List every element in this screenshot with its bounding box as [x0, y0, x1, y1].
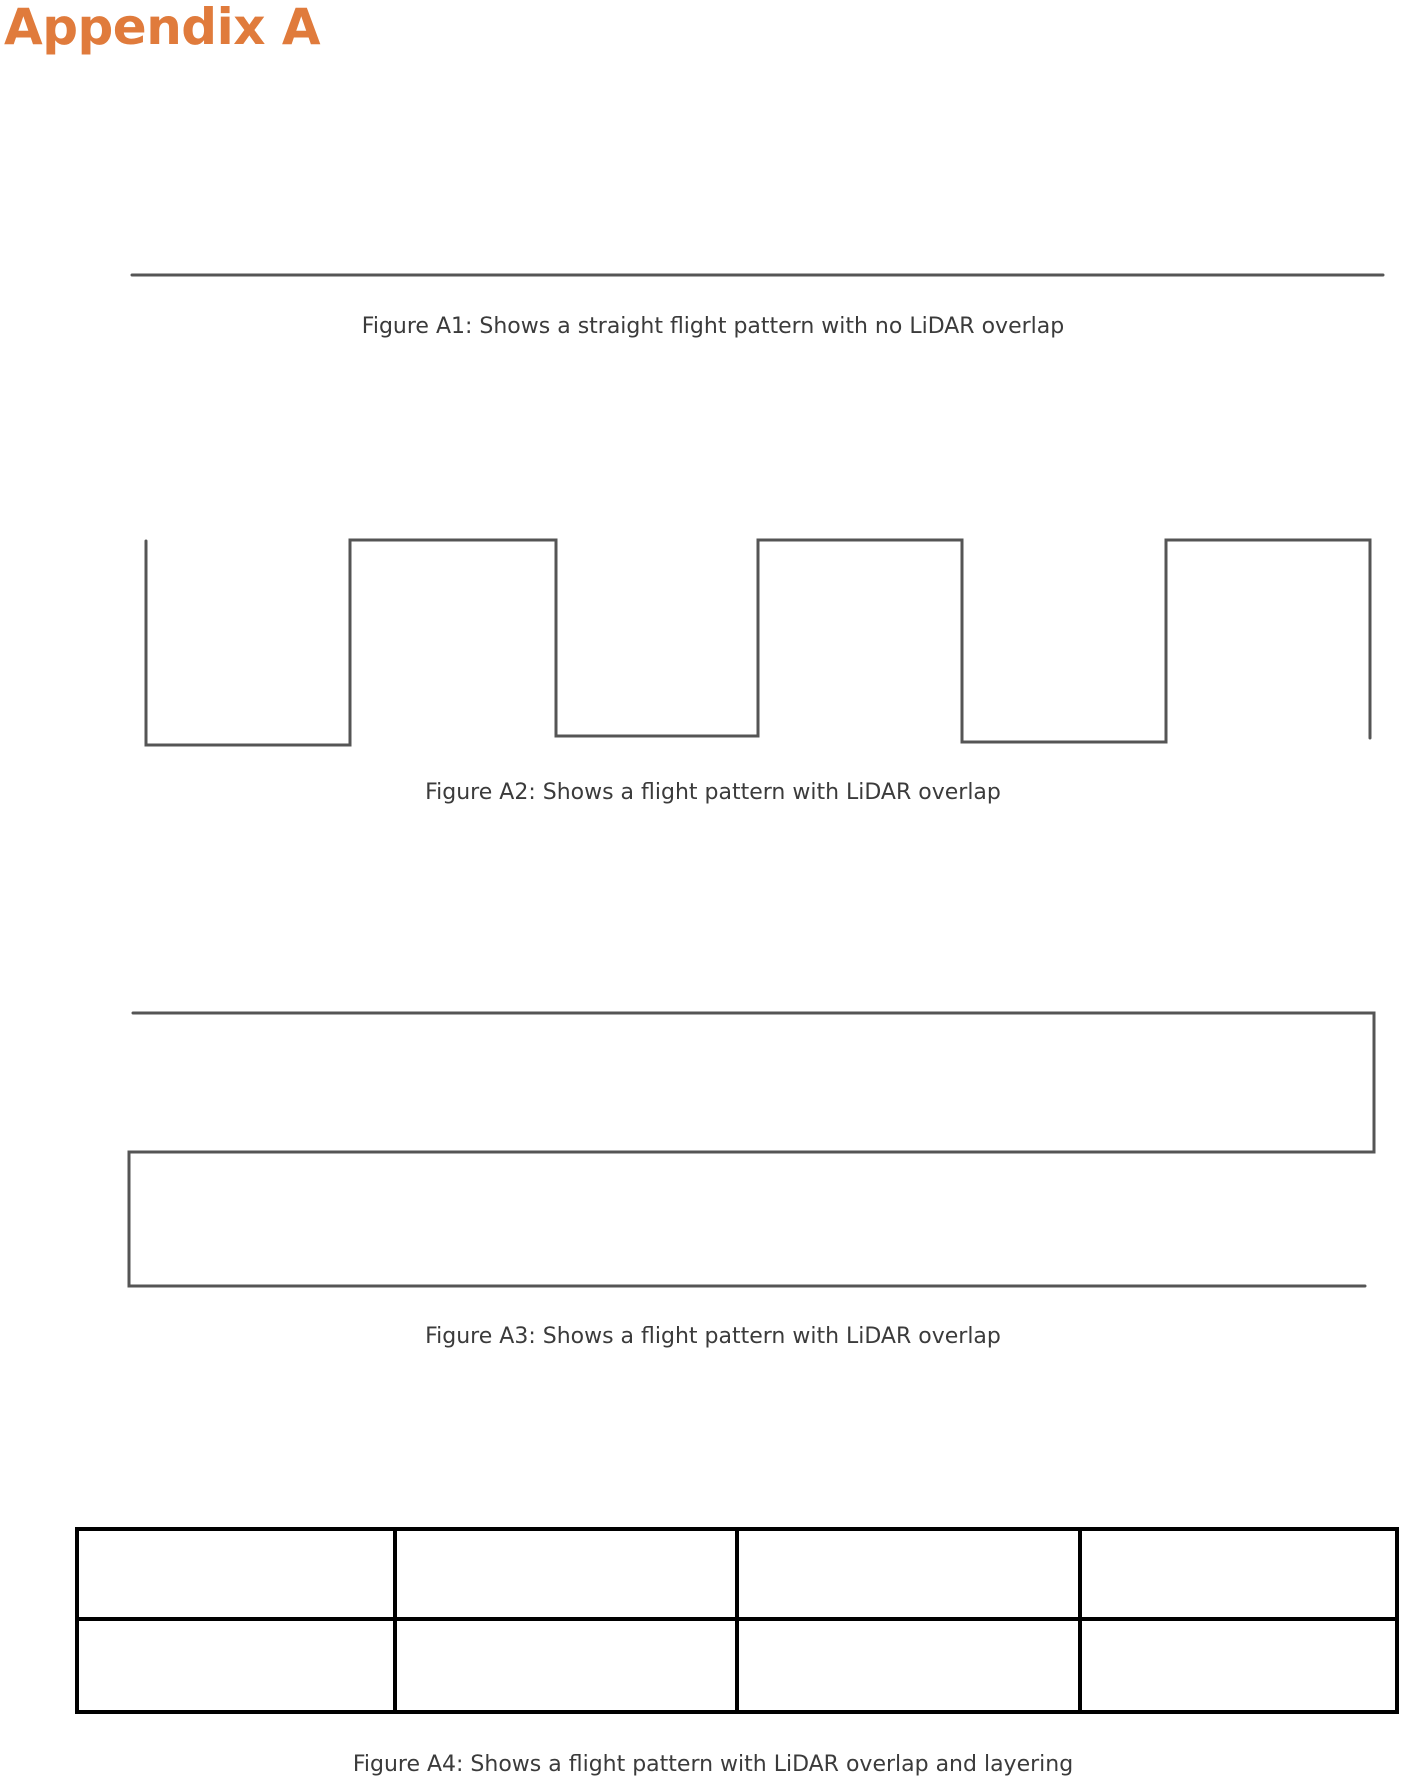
figure-a2-caption: Figure A2: Shows a flight pattern with LiDAR overlap — [425, 780, 1001, 805]
figure-a2-flight-path — [146, 540, 1370, 745]
figure-a1-diagram — [0, 260, 1426, 290]
figure-a4-diagram — [0, 1520, 1426, 1720]
appendix-title: Appendix A — [4, 0, 321, 56]
figure-a2-diagram — [0, 530, 1426, 760]
figure-a3-flight-path — [129, 1013, 1374, 1286]
figure-a3-diagram — [0, 1000, 1426, 1300]
figure-a3-caption: Figure A3: Shows a flight pattern with LiDAR overlap — [425, 1324, 1001, 1349]
figure-a1-caption: Figure A1: Shows a straight flight pattern with no LiDAR overlap — [361, 314, 1065, 339]
figure-a4-caption: Figure A4: Shows a flight pattern with LiDAR overlap and layering — [352, 1752, 1074, 1777]
